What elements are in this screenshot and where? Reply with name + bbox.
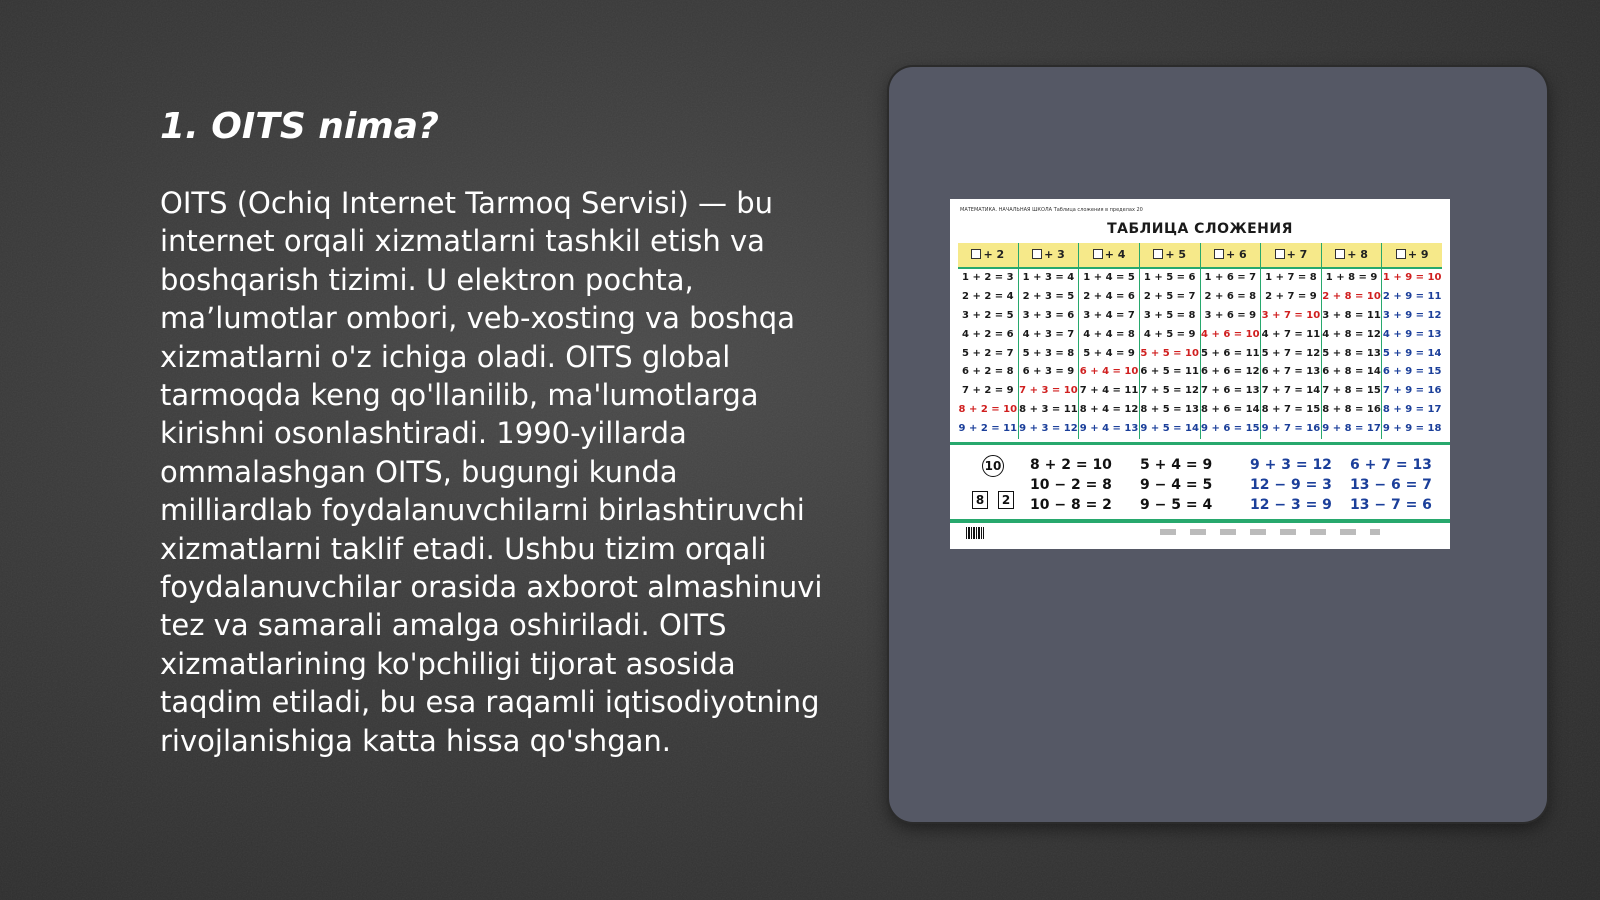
- column-header-label: + 4: [1104, 248, 1126, 261]
- table-cell: 8 + 4 = 12: [1079, 401, 1140, 420]
- column-header-label: + 2: [983, 248, 1005, 261]
- table-cell: 2 + 9 = 11: [1382, 290, 1442, 302]
- table-cell: 7 + 8 = 15: [1322, 382, 1383, 401]
- table-cell: 2 + 5 = 7: [1140, 288, 1201, 307]
- addition-table-image: [950, 199, 1450, 549]
- table-cell: 9 + 5 = 14: [1140, 420, 1201, 439]
- table-cell: 3 + 5 = 8: [1140, 307, 1201, 326]
- table-cell: 8 + 6 = 14: [1201, 401, 1262, 420]
- table-cell: 8 + 8 = 16: [1322, 401, 1383, 420]
- table-cell: 1 + 4 = 5: [1079, 269, 1140, 288]
- table-cell: 4 + 3 = 7: [1019, 326, 1080, 345]
- table-cell: 6 + 4 = 10: [1079, 363, 1140, 382]
- table-cell: 3 + 9 = 12: [1382, 309, 1442, 321]
- checkbox-square-icon: [1093, 249, 1103, 259]
- table-cell: 3 + 4 = 7: [1079, 307, 1140, 326]
- table-cell: 5 + 3 = 8: [1019, 345, 1080, 364]
- example-line: 9 − 5 = 4: [1140, 497, 1213, 513]
- checkbox-square-icon: [1214, 249, 1224, 259]
- column-header-label: + 9: [1407, 248, 1429, 261]
- table-cell: 9 + 4 = 13: [1079, 420, 1140, 439]
- table-row: [958, 420, 1442, 439]
- example-line: 10 − 8 = 2: [1030, 497, 1112, 513]
- table-cell: 5 + 5 = 10: [1140, 345, 1201, 364]
- table-cell: 6 + 3 = 9: [1019, 363, 1080, 382]
- table-row: [958, 382, 1442, 401]
- example-column: [1140, 455, 1212, 515]
- column-header: [958, 243, 1019, 267]
- table-cell: 7 + 4 = 11: [1079, 382, 1140, 401]
- example-line: 13 − 7 = 6: [1350, 497, 1432, 513]
- footer-separator: [950, 519, 1450, 523]
- table-cell: 3 + 7 = 10: [1261, 307, 1322, 326]
- table-cell: 1 + 6 = 7: [1201, 269, 1262, 288]
- publisher-footer: [1160, 529, 1380, 535]
- table-cell: 5 + 2 = 7: [958, 345, 1019, 364]
- table-cell: 9 + 8 = 17: [1322, 420, 1383, 439]
- column-header: [1079, 243, 1140, 267]
- table-row: [958, 288, 1442, 307]
- column-header: [1322, 243, 1383, 267]
- column-header: [1019, 243, 1080, 267]
- grid-separator: [950, 442, 1450, 445]
- table-cell: 7 + 6 = 13: [1201, 382, 1262, 401]
- examples-area: [950, 449, 1450, 517]
- addition-header-row: [958, 243, 1442, 269]
- table-row: [958, 307, 1442, 326]
- example-column: [1030, 455, 1112, 515]
- example-line: 12 − 3 = 9: [1250, 497, 1332, 513]
- bond-left: 8: [972, 491, 988, 509]
- table-cell: 1 + 8 = 9: [1322, 269, 1383, 288]
- table-cell: 2 + 8 = 10: [1322, 288, 1383, 307]
- table-cell: 4 + 9 = 13: [1382, 328, 1442, 340]
- table-cell: 7 + 7 = 14: [1261, 382, 1322, 401]
- table-row: [958, 345, 1442, 364]
- checkbox-square-icon: [1032, 249, 1042, 259]
- table-cell: 3 + 8 = 11: [1322, 307, 1383, 326]
- column-header: [1140, 243, 1201, 267]
- table-row: [958, 401, 1442, 420]
- example-line: 10 − 2 = 8: [1030, 477, 1112, 493]
- table-cell: 7 + 3 = 10: [1019, 382, 1080, 401]
- table-cell: 1 + 7 = 8: [1261, 269, 1322, 288]
- addition-grid: [958, 243, 1442, 439]
- table-cell: 5 + 8 = 13: [1322, 345, 1383, 364]
- bond-right: 2: [998, 491, 1014, 509]
- table-cell: 3 + 2 = 5: [958, 307, 1019, 326]
- table-cell: 4 + 5 = 9: [1140, 326, 1201, 345]
- table-cell: 1 + 3 = 4: [1019, 269, 1080, 288]
- table-cell: 7 + 2 = 9: [958, 382, 1019, 401]
- table-cell: 4 + 2 = 6: [958, 326, 1019, 345]
- example-line: 8 + 2 = 10: [1030, 457, 1112, 473]
- example-column: [1250, 455, 1332, 515]
- bond-top: 10: [982, 455, 1004, 477]
- table-cell: 4 + 7 = 11: [1261, 326, 1322, 345]
- example-line: 6 + 7 = 13: [1350, 457, 1432, 473]
- table-cell: 4 + 6 = 10: [1201, 326, 1262, 345]
- table-cell: 5 + 7 = 12: [1261, 345, 1322, 364]
- table-cell: 1 + 2 = 3: [958, 269, 1019, 288]
- table-cell: 9 + 9 = 18: [1382, 423, 1442, 435]
- checkbox-square-icon: [1153, 249, 1163, 259]
- checkbox-square-icon: [1275, 249, 1285, 259]
- column-header-label: + 6: [1225, 248, 1247, 261]
- example-line: 13 − 6 = 7: [1350, 477, 1432, 493]
- image-small-header: МАТЕМАТИКА. НАЧАЛЬНАЯ ШКОЛА Таблица сложения в пределах 20: [960, 207, 1143, 213]
- table-cell: 2 + 3 = 5: [1019, 288, 1080, 307]
- table-cell: 6 + 6 = 12: [1201, 363, 1262, 382]
- table-cell: 6 + 7 = 13: [1261, 363, 1322, 382]
- example-line: 9 + 3 = 12: [1250, 457, 1332, 473]
- example-line: 9 − 4 = 5: [1140, 477, 1213, 493]
- table-cell: 9 + 2 = 11: [958, 420, 1019, 439]
- table-cell: 1 + 9 = 10: [1382, 272, 1442, 283]
- table-cell: 3 + 6 = 9: [1201, 307, 1262, 326]
- barcode-icon: [966, 527, 984, 539]
- column-header-label: + 5: [1165, 248, 1187, 261]
- column-header-label: + 3: [1044, 248, 1065, 261]
- table-cell: 4 + 4 = 8: [1079, 326, 1140, 345]
- table-cell: 7 + 5 = 12: [1140, 382, 1201, 401]
- column-header-label: + 7: [1286, 248, 1308, 261]
- checkbox-square-icon: [1335, 249, 1345, 259]
- table-row: [958, 363, 1442, 382]
- table-cell: 8 + 9 = 17: [1382, 404, 1442, 416]
- column-header: [1201, 243, 1262, 267]
- table-cell: 5 + 4 = 9: [1079, 345, 1140, 364]
- slide-title: 1. OITS nima?: [160, 106, 439, 147]
- example-column: [1350, 455, 1432, 515]
- table-cell: 2 + 4 = 6: [1079, 288, 1140, 307]
- table-cell: 3 + 3 = 6: [1019, 307, 1080, 326]
- table-cell: 6 + 2 = 8: [958, 363, 1019, 382]
- table-cell: 5 + 9 = 14: [1382, 347, 1442, 359]
- column-header: [1382, 243, 1442, 267]
- table-cell: 8 + 7 = 15: [1261, 401, 1322, 420]
- column-header-label: + 8: [1347, 248, 1368, 261]
- table-cell: 1 + 5 = 6: [1140, 269, 1201, 288]
- table-row: [958, 269, 1442, 288]
- table-cell: 5 + 6 = 11: [1201, 345, 1262, 364]
- table-cell: 2 + 7 = 9: [1261, 288, 1322, 307]
- image-card: [889, 67, 1547, 822]
- number-bond: [972, 455, 1012, 515]
- table-cell: 7 + 9 = 16: [1382, 385, 1442, 397]
- table-cell: 4 + 8 = 12: [1322, 326, 1383, 345]
- table-cell: 9 + 6 = 15: [1201, 420, 1262, 439]
- table-cell: 8 + 2 = 10: [958, 401, 1019, 420]
- example-line: 12 − 9 = 3: [1250, 477, 1332, 493]
- table-row: [958, 326, 1442, 345]
- table-cell: 9 + 3 = 12: [1019, 420, 1080, 439]
- table-cell: 2 + 2 = 4: [958, 288, 1019, 307]
- addition-table-title: ТАБЛИЦА СЛОЖЕНИЯ: [1107, 221, 1293, 237]
- checkbox-square-icon: [971, 249, 981, 259]
- checkbox-square-icon: [1396, 249, 1406, 259]
- example-line: 5 + 4 = 9: [1140, 457, 1213, 473]
- table-cell: 6 + 5 = 11: [1140, 363, 1201, 382]
- table-cell: 2 + 6 = 8: [1201, 288, 1262, 307]
- table-cell: 6 + 9 = 15: [1382, 366, 1442, 378]
- table-cell: 6 + 8 = 14: [1322, 363, 1383, 382]
- slide-body-text: OITS (Ochiq Internet Tarmoq Servisi) — bu internet orqali xizmatlarni tashkil etish va boshqarish tizimi. U elektron pochta, ma’lumotlar ombori, veb-xosting va boshqa xizmatlarni o'z ichiga oladi. OITS global tarmoqda keng qo'llanilib, ma'lumotlarga kirishni osonlashtiradi. 1990-yillarda ommalashgan OITS, bugungi kunda milliardlab foydalanuvchilarni birlashtiruvchi xizmatlarni taklif etadi. Ushbu tizim orqali foydalanuvchilar orasida axborot almashinuvi tez va samarali amalga oshiriladi. OITS xizmatlarining ko'pchiligi tijorat asosida taqdim etiladi, bu esa raqamli iqtisodiyotning rivojlanishiga katta hissa qo'shgan.: [160, 186, 823, 758]
- table-cell: 9 + 7 = 16: [1261, 420, 1322, 439]
- column-header: [1261, 243, 1322, 267]
- table-cell: 8 + 3 = 11: [1019, 401, 1080, 420]
- table-cell: 8 + 5 = 13: [1140, 401, 1201, 420]
